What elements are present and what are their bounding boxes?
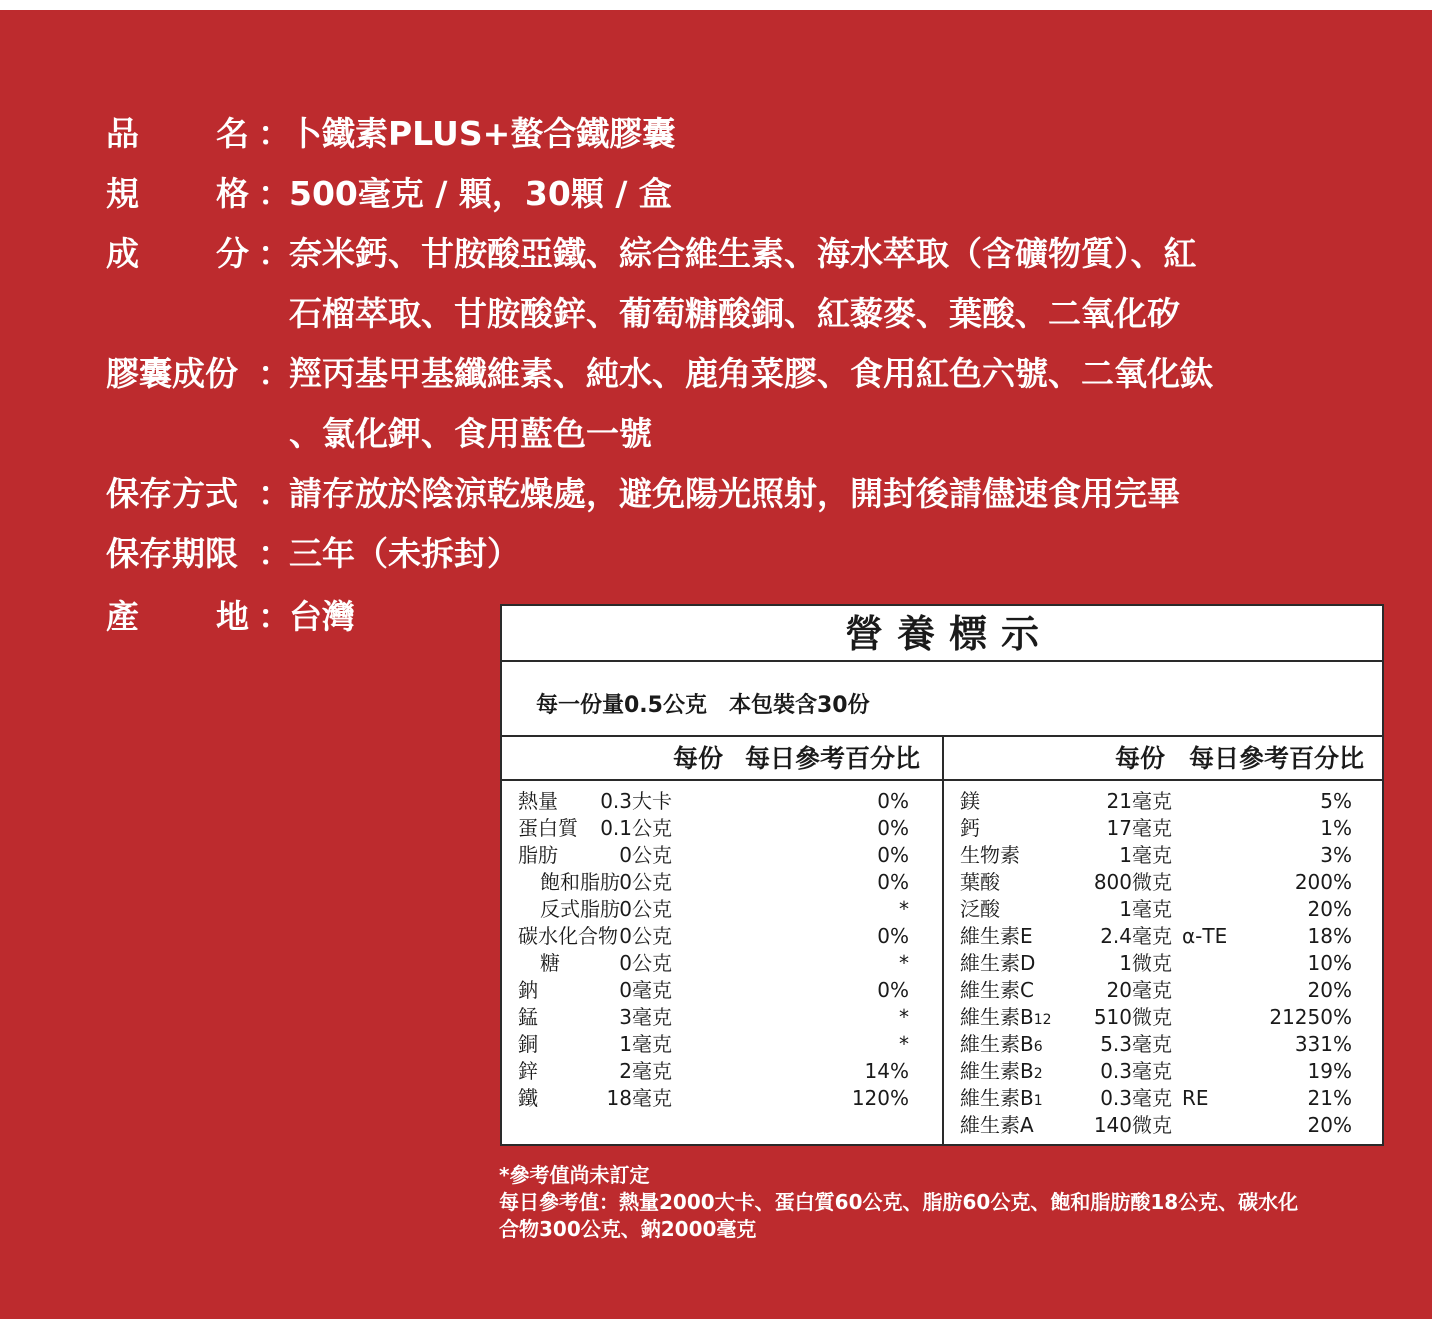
nutrient-amount: 140微克 [1093,1113,1172,1137]
nutrient-name-subscript: 6 [1033,1039,1043,1055]
nutrient-daily-value: * [899,1005,909,1029]
nutrient-amount: 800微克 [1093,870,1172,894]
nutrient-amount: 18毫克 [606,1086,672,1110]
nutrient-row [502,1112,1382,1139]
nutrient-name-text: 維生素B [960,1059,1034,1083]
spec-label-text: 名 [216,114,249,153]
nutrient-amount: 0公克 [619,897,672,921]
nutrient-name: 碳水化合物 [518,924,618,948]
nutrient-daily-value: 21% [1307,1086,1352,1110]
nutrient-daily-value: 331% [1294,1032,1352,1056]
nutrient-daily-value: 20% [1307,1113,1352,1137]
nutrient-name [960,788,980,814]
nutrient-name [960,896,1000,922]
spec-label-text: 保存方式 [106,474,238,513]
nutrient-name [960,842,1020,868]
nutrient-amount: 5.3毫克 [1100,1032,1172,1056]
spec-value-continued: 石榴萃取、甘胺酸鋅、葡萄糖酸銅、紅藜麥、葉酸、二氧化矽 [289,294,1180,333]
nutrient-name-text: 生物素 [960,843,1020,867]
nutrient-name [960,977,1034,1003]
spec-value: 奈米鈣、甘胺酸亞鐵、綜合維生素、海水萃取（含礦物質）、紅 [289,234,1197,273]
nutrient-daily-value: 0% [877,816,909,840]
nutrient-name-text: 維生素B [960,1032,1034,1056]
spec-colon: ： [258,354,291,393]
nutrient-daily-value: * [899,1032,909,1056]
nutrient-amount: 510微克 [1093,1005,1172,1029]
spec-colon: ： [258,534,291,573]
nutrition-facts-table [500,604,1384,1146]
nutrient-daily-value: 0% [877,924,909,948]
nutrient-row [502,1058,1382,1085]
nutrient-name [960,950,1035,976]
nutrient-row [502,977,1382,1004]
nutrient-amount: 2.4毫克 [1100,924,1172,948]
nutrient-name-text: 泛酸 [960,897,1000,921]
nutrient-daily-value: 3% [1320,843,1352,867]
nutrient-name: 飽和脂肪 [540,870,620,894]
nutrient-name [960,1085,1043,1114]
nutrient-name [960,869,1000,895]
nutrient-daily-value: 10% [1307,951,1352,975]
nutrient-amount: 2毫克 [619,1059,672,1083]
nutrient-amount: 21毫克 [1106,789,1172,813]
nutrient-amount: 0公克 [619,843,672,867]
spec-colon: ： [258,174,291,213]
nutrient-unit: RE [1182,1086,1209,1110]
spec-label-text: 保存期限 [106,534,238,573]
footnote-line: 合物300公克、鈉2000毫克 [499,1217,757,1241]
nutrient-row [502,950,1382,977]
nutrient-amount: 0.3毫克 [1100,1086,1172,1110]
spec-colon: ： [258,597,291,636]
nutrient-name-text: 維生素E [960,924,1033,948]
nutrient-daily-value: 5% [1320,789,1352,813]
nutrient-name [960,1004,1052,1033]
nutrient-row [502,896,1382,923]
nutrient-name-text: 維生素D [960,951,1036,975]
nutrient-name-text: 維生素C [960,978,1034,1002]
nutrient-name-text: 葉酸 [960,870,1000,894]
nutrient-daily-value: 120% [851,1086,909,1110]
nutrient-daily-value: * [899,951,909,975]
nutrient-name: 鈉 [518,978,538,1002]
nutrient-daily-value: 0% [877,789,909,813]
nutrient-name [960,1112,1034,1138]
nutrient-name: 鐵 [518,1086,538,1110]
nutrient-daily-value: 0% [877,978,909,1002]
spec-colon: ： [258,114,291,153]
nutrient-amount: 20毫克 [1106,978,1172,1002]
spec-value: 羥丙基甲基纖維素、純水、鹿角菜膠、食用紅色六號、二氧化鈦 [289,354,1213,393]
nutrient-row [502,923,1382,950]
divider [502,779,1382,781]
nutrient-name: 熱量 [518,789,558,813]
nutrient-name-subscript: 12 [1033,1012,1052,1028]
nutrient-name-text: 鎂 [960,789,980,813]
nutrient-daily-value: * [899,897,909,921]
nutrient-name: 鋅 [518,1059,538,1083]
spec-label-text: 地 [216,597,249,636]
spec-label-text: 分 [216,234,249,273]
spec-label-text: 成 [106,234,139,273]
nutrient-amount: 0.3毫克 [1100,1059,1172,1083]
nutrient-daily-value: 18% [1307,924,1352,948]
nutrient-name: 錳 [518,1005,538,1029]
nutrient-daily-value: 20% [1307,978,1352,1002]
nutrient-row [502,1004,1382,1031]
nutrient-amount: 0公克 [619,924,672,948]
spec-value: 三年（未拆封） [289,534,520,573]
nutrient-name-subscript: 1 [1033,1093,1043,1109]
nutrient-name [960,815,980,841]
nutrient-name [960,923,1033,949]
nutrient-daily-value: 1% [1320,816,1352,840]
nutrient-name-text: 鈣 [960,816,980,840]
nutrient-name-text: 維生素B [960,1005,1034,1029]
spec-value: 500毫克 / 顆，30顆 / 盒 [289,174,672,213]
footnote-line: 每日參考值：熱量2000大卡、蛋白質60公克、脂肪60公克、飽和脂肪酸18公克、碳水化 [499,1190,1299,1214]
nutrient-amount: 1毫克 [1119,897,1172,921]
nutrient-name-text: 維生素A [960,1113,1034,1137]
col-header-per-serving: 每份 [1115,744,1166,773]
nutrient-amount: 1毫克 [1119,843,1172,867]
nutrient-daily-value: 0% [877,870,909,894]
spec-label-text: 品 [106,114,139,153]
nutrient-name-subscript: 2 [1033,1066,1043,1082]
nutrient-row [502,815,1382,842]
nutrient-amount: 0.3大卡 [600,789,672,813]
footnote-line: *參考值尚未訂定 [499,1163,650,1187]
nutrient-daily-value: 21250% [1269,1005,1352,1029]
spec-label-text: 膠囊成份 [106,354,238,393]
col-header-daily-value: 每日參考百分比 [1189,744,1365,773]
nutrient-name: 反式脂肪 [540,897,620,921]
nutrient-amount: 0.1公克 [600,816,672,840]
spec-colon: ： [258,234,291,273]
nutrient-name [960,1031,1043,1060]
nutrient-unit: α-TE [1182,924,1228,948]
nutrient-row [502,788,1382,815]
nutrient-name: 脂肪 [518,843,558,867]
nutrient-row [502,842,1382,869]
nutrient-amount: 1毫克 [619,1032,672,1056]
nutrient-name-text: 維生素B [960,1086,1034,1110]
nutrient-daily-value: 19% [1307,1059,1352,1083]
nutrient-row [502,1031,1382,1058]
nutrient-amount: 17毫克 [1106,816,1172,840]
spec-label-text: 規 [106,174,139,213]
nutrient-name: 銅 [518,1032,538,1056]
nutrient-amount: 0公克 [619,870,672,894]
spec-value: 台灣 [289,597,355,636]
nutrient-name [960,1058,1043,1087]
serving-size: 每一份量0.5公克 本包裝含30份 [536,693,870,718]
spec-value: 卜鐵素PLUS+螯合鐵膠囊 [289,114,676,153]
nutrient-name: 糖 [540,951,560,975]
spec-label-text: 產 [106,597,139,636]
nutrient-daily-value: 200% [1294,870,1352,894]
nutrient-row [502,869,1382,896]
spec-colon: ： [258,474,291,513]
spec-value: 請存放於陰涼乾燥處，避免陽光照射，開封後請儘速食用完畢 [289,474,1180,513]
nutrient-name: 蛋白質 [518,816,578,840]
nutrient-amount: 3毫克 [619,1005,672,1029]
nutrient-amount: 0公克 [619,951,672,975]
spec-label-text: 格 [216,174,249,213]
col-header-per-serving: 每份 [673,744,724,773]
nutrient-amount: 1微克 [1119,951,1172,975]
spec-value-continued: 、氯化鉀、食用藍色一號 [289,414,652,453]
nutrient-daily-value: 20% [1307,897,1352,921]
nutrient-row [502,1085,1382,1112]
nutrient-daily-value: 0% [877,843,909,867]
nutrition-title: 營養標示 [844,612,1053,656]
nutrient-daily-value: 14% [864,1059,909,1083]
divider [502,660,1382,662]
nutrient-amount: 0毫克 [619,978,672,1002]
col-header-daily-value: 每日參考百分比 [745,744,921,773]
